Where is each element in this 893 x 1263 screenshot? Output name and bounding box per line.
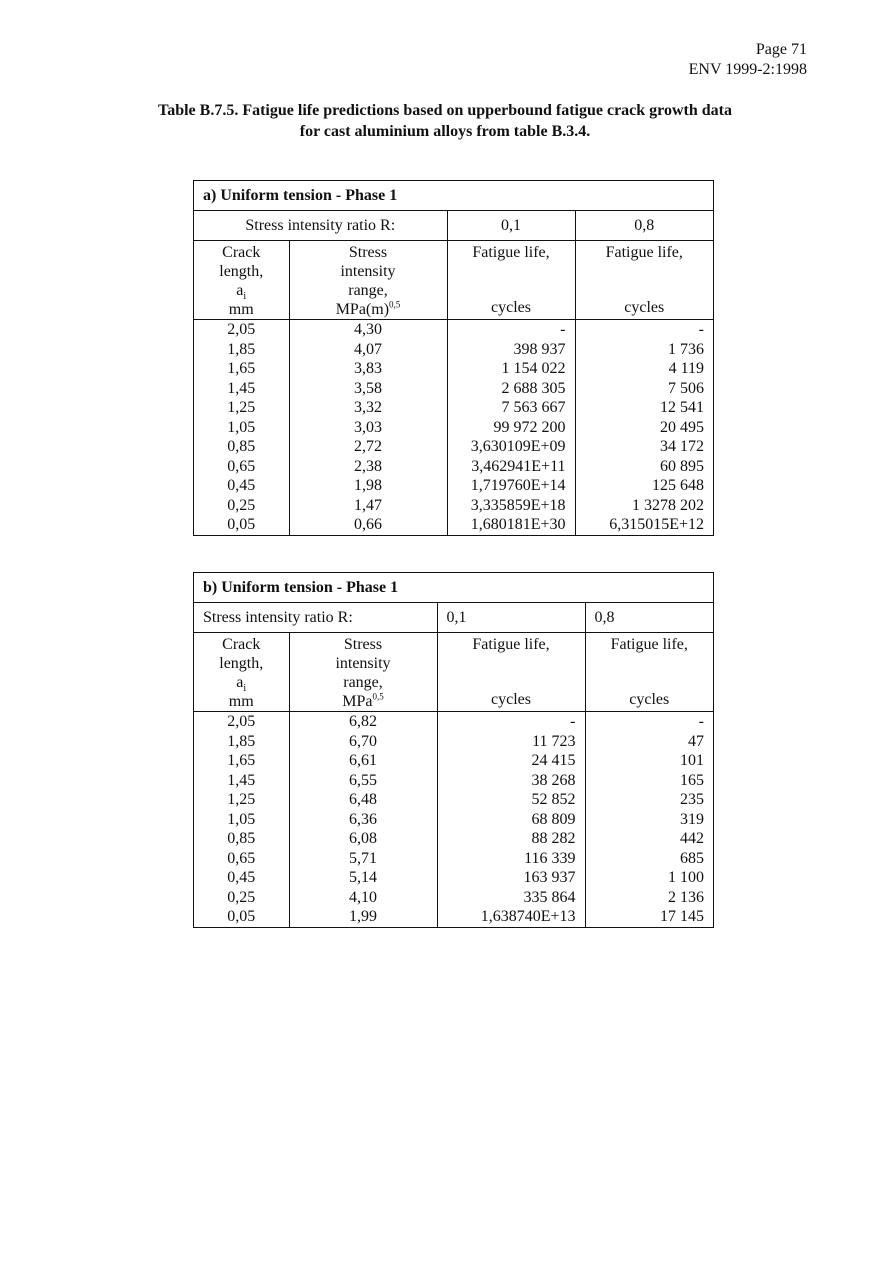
table-row xyxy=(194,810,713,830)
fatigue-life-2-cell: 2 136 xyxy=(585,888,713,908)
fatigue-life-1-cell: 7 563 667 xyxy=(447,398,575,418)
fatigue-life-1-cell: 52 852 xyxy=(437,790,585,810)
table-row xyxy=(194,398,713,418)
fatigue-life-2-cell: 125 648 xyxy=(575,476,713,496)
table-row xyxy=(194,790,713,810)
table-row xyxy=(194,340,713,360)
crack-length-cell: 0,05 xyxy=(227,908,256,925)
fatigue-life-2-cell: 7 506 xyxy=(575,379,713,399)
crack-length-cell: 1,85 xyxy=(227,340,256,358)
table-row xyxy=(194,320,713,340)
table-row xyxy=(194,907,713,927)
fatigue-life-1-cell: 99 972 200 xyxy=(447,418,575,438)
stress-range-cell: 2,38 xyxy=(289,457,447,477)
stress-range-cell: 6,55 xyxy=(289,771,437,791)
table-row xyxy=(194,457,713,477)
fatigue-life-2-cell: 4 119 xyxy=(575,359,713,379)
stress-range-cell: 6,70 xyxy=(289,732,437,752)
crack-length-cell: 0,25 xyxy=(227,888,256,906)
fatigue-life-2-cell: 685 xyxy=(585,849,713,869)
fatigue-life-2-cell: 12 541 xyxy=(575,398,713,418)
fatigue-life-2-cell: 47 xyxy=(585,732,713,752)
fatigue-life-2-cell: 20 495 xyxy=(575,418,713,438)
fatigue-life-1-cell: 1,719760E+14 xyxy=(447,476,575,496)
table-row xyxy=(194,515,713,535)
fatigue-life-1-cell: 3,462941E+11 xyxy=(447,457,575,477)
crack-length-cell: 0,85 xyxy=(227,830,256,847)
table-a-body xyxy=(194,320,713,535)
stress-range-cell: 6,48 xyxy=(289,790,437,810)
stress-range-cell: 3,32 xyxy=(289,398,447,418)
fatigue-life-1-cell: 116 339 xyxy=(437,849,585,869)
table-b-title: b) Uniform tension - Phase 1 xyxy=(194,573,713,603)
table-row xyxy=(194,496,713,516)
stress-range-cell: 4,30 xyxy=(289,320,447,340)
fatigue-life-2-cell: 6,315015E+12 xyxy=(575,515,713,535)
stress-range-cell: 1,47 xyxy=(289,496,447,516)
crack-length-cell: 1,45 xyxy=(227,771,256,789)
stress-range-cell: 5,14 xyxy=(289,868,437,888)
stress-range-cell: 3,83 xyxy=(289,359,447,379)
col-stress-range-header: Stress intensity range, MPa$^{0,5}$ xyxy=(289,633,437,712)
stress-range-cell: 1,98 xyxy=(289,476,447,496)
fatigue-life-2-cell: 34 172 xyxy=(575,437,713,457)
crack-length-cell: 1,65 xyxy=(227,360,256,377)
fatigue-life-1-cell: 3,335859E+18 xyxy=(447,496,575,516)
crack-length-cell: 1,05 xyxy=(227,418,256,436)
fatigue-life-1-cell: 335 864 xyxy=(437,888,585,908)
table-row xyxy=(194,476,713,496)
fatigue-life-2-cell: 1 3278 202 xyxy=(575,496,713,516)
fatigue-life-1-cell: 1,680181E+30 xyxy=(447,515,575,535)
table-a-title: a) Uniform tension - Phase 1 xyxy=(194,181,713,211)
stress-range-cell: 2,72 xyxy=(289,437,447,457)
fatigue-life-2-cell: 17 145 xyxy=(585,907,713,927)
fatigue-life-1-cell: 68 809 xyxy=(437,810,585,830)
crack-length-cell: 0,45 xyxy=(227,869,256,886)
col-fatigue-life-1-header: Fatigue life, cycles xyxy=(437,633,585,712)
col-fatigue-life-2-header: Fatigue life, cycles xyxy=(575,241,713,320)
table-row xyxy=(194,888,713,908)
crack-length-cell: 0,05 xyxy=(227,516,256,533)
table-a xyxy=(193,180,714,536)
standard-reference: ENV 1999-2:1998 xyxy=(688,61,807,78)
fatigue-life-2-cell: 1 736 xyxy=(575,340,713,360)
crack-length-cell: 1,25 xyxy=(227,399,256,416)
table-row xyxy=(194,712,713,732)
table-b xyxy=(193,572,714,928)
stress-range-cell: 5,71 xyxy=(289,849,437,869)
crack-length-cell: 2,05 xyxy=(227,321,256,338)
fatigue-life-1-cell: 2 688 305 xyxy=(447,379,575,399)
crack-length-cell: 0,25 xyxy=(227,496,256,514)
fatigue-life-1-cell: 163 937 xyxy=(437,868,585,888)
fatigue-life-2-cell: 101 xyxy=(585,751,713,771)
fatigue-life-1-cell: 24 415 xyxy=(437,751,585,771)
col-crack-length-header: Crack length, $a_i$ mm xyxy=(194,633,289,712)
fatigue-life-2-cell: - xyxy=(575,320,713,340)
table-row xyxy=(194,829,713,849)
fatigue-life-1-cell: 1,638740E+13 xyxy=(437,907,585,927)
fatigue-life-2-cell: 235 xyxy=(585,790,713,810)
ratio-label: Stress intensity ratio R: xyxy=(194,603,437,633)
table-row xyxy=(194,418,713,438)
fatigue-life-2-cell: 165 xyxy=(585,771,713,791)
table-row xyxy=(194,437,713,457)
crack-length-cell: 0,45 xyxy=(227,477,256,494)
table-row xyxy=(194,751,713,771)
stress-range-cell: 4,10 xyxy=(289,888,437,908)
col-stress-range-header: Stress intensity range, $MPa(m)^{0,5}$ xyxy=(289,241,447,320)
caption-line-2: for cast aluminium alloys from table B.3.4. xyxy=(299,123,591,140)
table-row xyxy=(194,732,713,752)
fatigue-life-1-cell: - xyxy=(437,712,585,732)
table-row xyxy=(194,849,713,869)
page-number: Page 71 xyxy=(755,41,807,58)
stress-range-cell: 6,08 xyxy=(289,829,437,849)
fatigue-life-1-cell: 38 268 xyxy=(437,771,585,791)
stress-range-cell: 4,07 xyxy=(289,340,447,360)
fatigue-life-1-cell: 3,630109E+09 xyxy=(447,437,575,457)
fatigue-life-2-cell: 60 895 xyxy=(575,457,713,477)
col-fatigue-life-2-header: Fatigue life, cycles xyxy=(585,633,713,712)
crack-length-cell: 0,65 xyxy=(227,457,256,475)
fatigue-life-2-cell: 1 100 xyxy=(585,868,713,888)
fatigue-life-1-cell: 398 937 xyxy=(447,340,575,360)
fatigue-life-2-cell: 319 xyxy=(585,810,713,830)
fatigue-life-2-cell: 442 xyxy=(585,829,713,849)
crack-length-cell: 1,45 xyxy=(227,379,256,397)
col-crack-length-header: Crack length, $a_i$ mm xyxy=(194,241,289,320)
stress-range-cell: 6,36 xyxy=(289,810,437,830)
fatigue-life-2-cell: - xyxy=(585,712,713,732)
stress-range-cell: 3,58 xyxy=(289,379,447,399)
stress-range-cell: 6,61 xyxy=(289,751,437,771)
ratio-value-2: 0,8 xyxy=(585,603,713,633)
crack-length-cell: 0,65 xyxy=(227,849,256,867)
table-row xyxy=(194,771,713,791)
stress-range-cell: 3,03 xyxy=(289,418,447,438)
table-caption xyxy=(120,100,770,142)
fatigue-life-1-cell: 88 282 xyxy=(437,829,585,849)
table-row xyxy=(194,379,713,399)
ratio-value-1: 0,1 xyxy=(447,211,575,241)
fatigue-life-1-cell: 1 154 022 xyxy=(447,359,575,379)
crack-length-cell: 2,05 xyxy=(227,713,256,730)
crack-length-cell: 1,85 xyxy=(227,732,256,750)
col-fatigue-life-1-header: Fatigue life, cycles xyxy=(447,241,575,320)
stress-range-cell: 1,99 xyxy=(289,907,437,927)
stress-range-cell: 0,66 xyxy=(289,515,447,535)
crack-length-cell: 0,85 xyxy=(227,438,256,455)
caption-line-1: Table B.7.5. Fatigue life predictions based on upperbound fatigue crack growth data xyxy=(158,102,732,119)
crack-length-cell: 1,65 xyxy=(227,752,256,769)
stress-range-cell: 6,82 xyxy=(289,712,437,732)
table-row xyxy=(194,868,713,888)
ratio-value-2: 0,8 xyxy=(575,211,713,241)
ratio-label: Stress intensity ratio R: xyxy=(194,211,447,241)
table-row xyxy=(194,359,713,379)
fatigue-life-1-cell: - xyxy=(447,320,575,340)
fatigue-life-1-cell: 11 723 xyxy=(437,732,585,752)
ratio-value-1: 0,1 xyxy=(437,603,585,633)
table-b-body xyxy=(194,712,713,927)
crack-length-cell: 1,25 xyxy=(227,791,256,808)
crack-length-cell: 1,05 xyxy=(227,810,256,828)
page-header xyxy=(689,40,807,80)
